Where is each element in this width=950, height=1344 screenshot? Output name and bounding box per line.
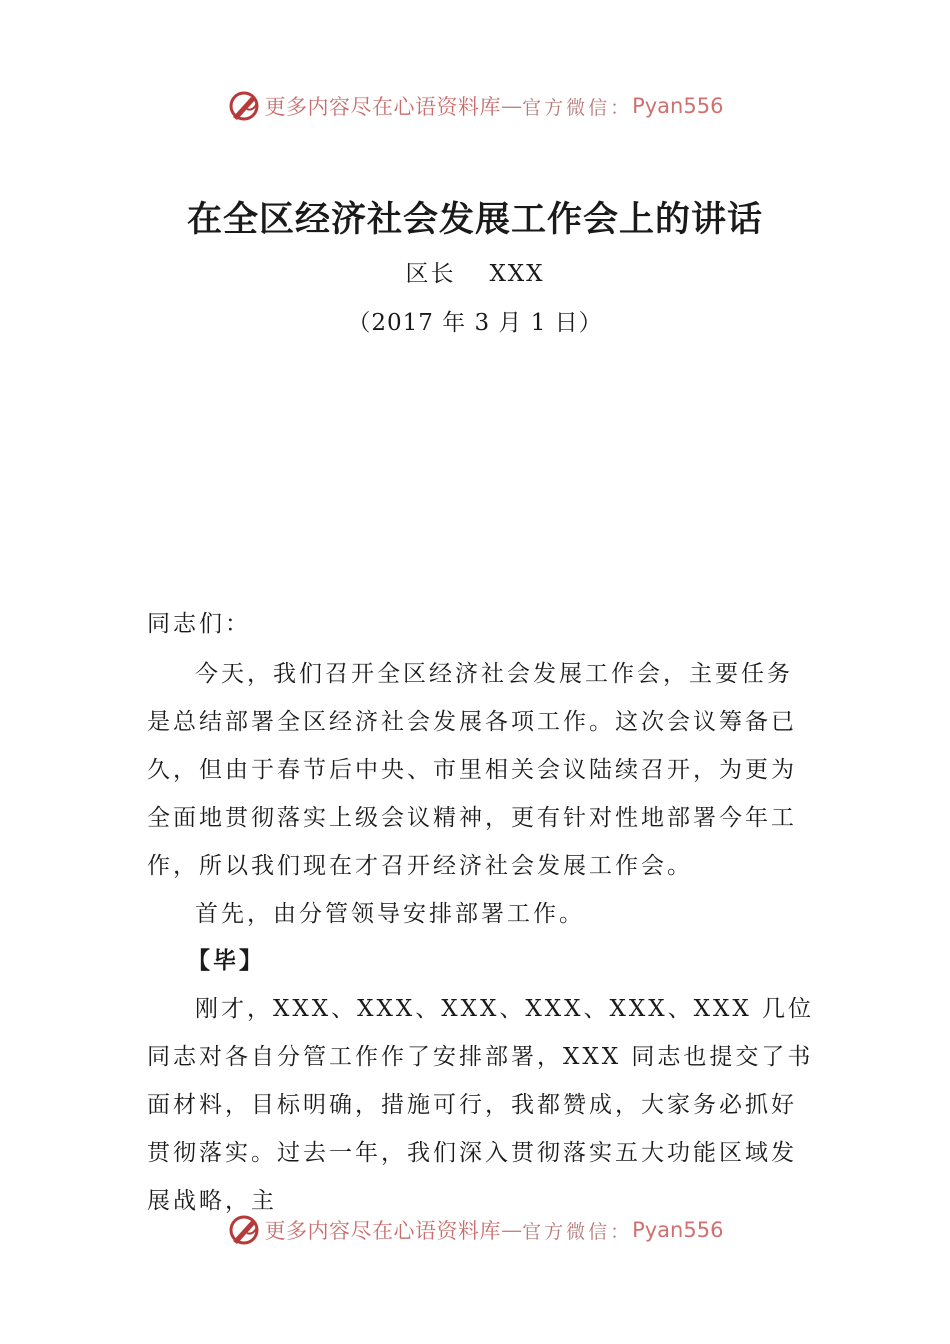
pen-logo-icon bbox=[227, 89, 261, 123]
footer-wechat-id: Pyan556 bbox=[632, 1218, 724, 1242]
salutation: 同志们： bbox=[147, 611, 251, 637]
document-author bbox=[0, 255, 950, 288]
footer-separator: — bbox=[501, 1218, 523, 1242]
banner-separator: — bbox=[501, 94, 523, 118]
banner-wechat-id: Pyan556 bbox=[632, 94, 724, 118]
document-title: 在全区经济社会发展工作会上的讲话 bbox=[186, 200, 763, 240]
paragraph-1: 今天，我们召开全区经济社会发展工作会，主要任务是总结部署全区经济社会发展各项工作。这次会议筹备已久，但由于春节后中央、市里相关会议陆续召开，为更为全面地贯彻落实上级会议精神，更有针对性地部署今年工作，所以我们现在才召开经济社会发展工作会。 bbox=[147, 661, 797, 879]
footer-wechat-label: 官方微信： bbox=[522, 1220, 633, 1243]
header-banner bbox=[0, 86, 950, 126]
banner-wechat-label: 官方微信： bbox=[522, 96, 633, 119]
document-date: （2017 年 3 月 1 日） bbox=[347, 310, 603, 336]
author-name: XXX bbox=[489, 261, 545, 287]
paragraph-end-marker: 【毕】 bbox=[187, 947, 265, 974]
footer-banner bbox=[0, 1210, 950, 1250]
paragraph-2: 首先，由分管领导安排部署工作。 bbox=[195, 901, 585, 927]
paragraph-3: 刚才，XXX、XXX、XXX、XXX、XXX、XXX 几位同志对各自分管工作作了安排部署，XXX 同志也提交了书面材料，目标明确，措施可行，我都赞成，大家务必抓好贯彻落实。过去一年，我们深入贯彻落实五大功能区域发展战略，主 bbox=[147, 996, 815, 1214]
author-role: 区长 bbox=[405, 261, 456, 287]
pen-logo-icon bbox=[227, 1213, 261, 1247]
footer-main-text: 更多内容尽在心语资料库 bbox=[264, 1219, 502, 1243]
banner-main-text: 更多内容尽在心语资料库 bbox=[264, 95, 502, 119]
